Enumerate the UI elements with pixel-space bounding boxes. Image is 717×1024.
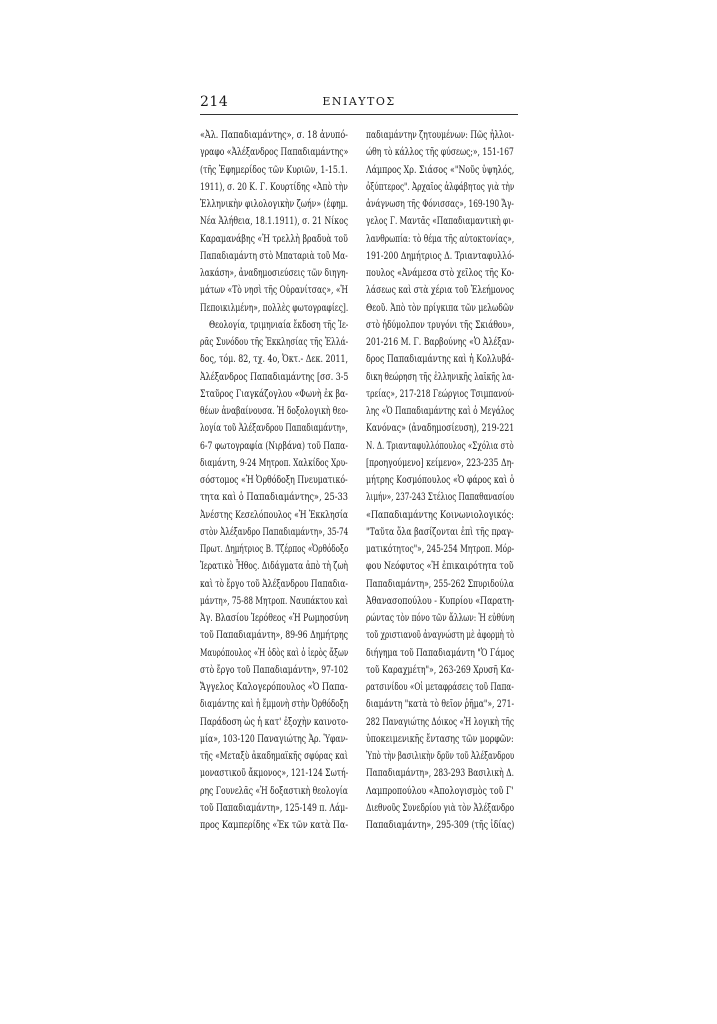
text-line: «Ἀλ. Παπαδιαμάντης», σ. 18 ἀνυπό- (200, 130, 348, 141)
text-line: διαμάντη, 9-24 Μητροπ. Χαλκίδος Χρυ- (200, 457, 348, 469)
text-line: λογία τοῦ Ἀλέξανδρου Παπαδιαμάντη», (200, 423, 348, 435)
text-line: Παπαδιαμάντη», 295-309 (τῆς ἰδίας) (366, 820, 514, 831)
text-line: στὸ ἠδύμολπον τρυγόνι τῆς Σκιάθου», (366, 319, 514, 331)
text-line: "Ταῦτα ὅλα βασίζονται ἐπὶ τῆς πραγ- (366, 526, 514, 538)
text-line: μοναστικοῦ ἄκμονος», 121-124 Σωτή- (200, 768, 348, 780)
text-line: Πρωτ. Δημήτριος Β. Τζέρπος «Ὀρθόδοξο (200, 544, 348, 555)
text-line: λιμήν», 237-243 Στέλιος Παπαθανασίου (366, 492, 514, 504)
text-line: σόστομος «Ἡ Ὀρθόδοξη Πνευματικό- (200, 475, 348, 486)
text-line: μία», 103-120 Παναγιώτης Ἀρ. Ὑφαν- (200, 733, 348, 745)
text-line: λης «Ὁ Παπαδιαμάντης καὶ ὁ Μεγάλος (366, 406, 514, 417)
text-line: μάντη», 75-88 Μητροπ. Ναυπάκτου καὶ (200, 595, 348, 607)
text-line: Ἄγγελος Καλογερόπουλος «Ὁ Παπα- (200, 682, 348, 693)
text-line: μήτρης Κοσμόπουλος «Ὁ φάρος καὶ ὁ (366, 475, 514, 486)
text-column-left (200, 127, 348, 834)
text-line: δρος Παπαδιαμάντης καὶ ἡ Κολλυβά- (366, 354, 514, 366)
text-line: παδιαμάντην ζητουμένων: Πῶς ἠλλοι- (366, 130, 514, 141)
text-line: ώθη τὸ κάλλος τῆς φύσεως;», 151-167 (366, 147, 514, 159)
text-line: τοῦ Παπαδιαμάντη», 125-149 π. Λάμ- (200, 802, 348, 814)
text-line: ὑποκειμενικῆς ἔντασης τῶν μορφῶν: (366, 733, 514, 745)
text-line: ρώντας τὸν πόνο τῶν ἄλλων: Ἡ εὐθύνη (366, 613, 514, 624)
text-line: Παπαδιαμάντη στὸ Μπαταριὰ τοῦ Μα- (200, 250, 348, 262)
text-line: [προηγούμενο] κείμενο», 223-235 Δη- (366, 457, 514, 469)
text-line: Ἀλέξανδρος Παπαδιαμάντης [σσ. 3-5 (200, 371, 348, 383)
text-line: Θεοῦ. Ἀπὸ τὸν πρίγκιπα τῶν μελωδῶν (366, 302, 514, 314)
text-line: Παπαδιαμάντη», 283-293 Βασιλικὴ Δ. (366, 768, 514, 780)
text-line: τοῦ Καραχμέτη"», 263-269 Χρυσῆ Κα- (366, 664, 514, 676)
text-line: Ἁγ. Βλασίου Ἱερόθεος «Ἡ Ρωμηοσύνη (200, 613, 348, 624)
text-line: Ν. Δ. Τριανταφυλλόπουλος «Σχόλια στὸ (366, 440, 514, 452)
text-line: καὶ τὸ ἔργο τοῦ Ἀλέξανδρου Παπαδια- (200, 578, 348, 590)
text-line: 282 Παναγιώτης Δόικος «Ἡ λογικὴ τῆς (366, 716, 514, 728)
text-line: Καραμανάβης «Ἡ τρελλὴ βραδυὰ τοῦ (200, 233, 348, 245)
text-line: λάσεως καὶ στὰ χέρια τοῦ Ἐλεήμονος (366, 285, 514, 297)
text-line: (τῆς Ἐφημερίδος τῶν Κυριῶν, 1-15.1. (200, 164, 348, 176)
text-line: πουλος «Ἀνάμεσα στὸ χεῖλος τῆς Κο- (366, 268, 514, 279)
text-line: τρείας», 217-218 Γεώργιος Τσιμπανού- (366, 388, 514, 400)
running-title: ΕΝΙΑΥΤΟΣ (322, 95, 396, 108)
text-line: διήγημα τοῦ Παπαδιαμάντη "Ὁ Γάμος (366, 647, 514, 659)
text-line: ρᾶς Συνόδου τῆς Ἐκκλησίας τῆς Ἑλλά- (200, 337, 348, 348)
text-line: δος, τόμ. 82, τχ. 4ο, Ὀκτ.- Δεκ. 2011, (200, 354, 348, 366)
text-line: 1911), σ. 20 Κ. Γ. Κουρτίδης «Ἀπὸ τὴν (200, 181, 348, 193)
text-line: τοῦ χριστιανοῦ ἀναγνώστη μὲ ἀφορμὴ τὸ (366, 630, 514, 642)
text-line: δικη θεώρηση τῆς ἑλληνικῆς λαϊκῆς λα- (366, 371, 514, 383)
text-line: στὸ ἔργο τοῦ Παπαδιαμάντη», 97-102 (200, 664, 348, 676)
text-line: τῆς «Μεταξὺ ἀκαδημαϊκῆς σφύρας καὶ (200, 751, 348, 762)
text-line: Νέα Ἀλήθεια, 18.1.1911), σ. 21 Νίκος (200, 216, 348, 228)
text-line: 191-200 Δημήτριος Δ. Τριανταφυλλό- (366, 250, 514, 262)
text-line: Θεολογία, τριμηνιαία ἔκδοση τῆς Ἱε- (209, 319, 348, 331)
text-line: ὀξύπτερος". Ἀρχαῖος ἀλφάβητος γιὰ τὴν (366, 181, 514, 193)
text-line: γελος Γ. Μαντᾶς «Παπαδιαμαντικὴ φι- (366, 216, 514, 228)
text-line: Ἀνέστης Κεσελόπουλος «Ἡ Ἐκκλησία (200, 509, 348, 521)
text-line: φου Νεόφυτος «Ἡ ἐπικαιρότητα τοῦ (366, 561, 514, 573)
text-line: Σταῦρος Γιαγκάζογλου «Φωνὴ ἐκ βα- (200, 388, 348, 400)
text-line: λακάση», ἀναδημοσιεύσεις τῶν διηγη- (200, 268, 348, 279)
header-rule (200, 114, 518, 115)
text-line: ματικότητος"», 245-254 Μητροπ. Μόρ- (366, 544, 514, 555)
text-line: ρατσινίδου «Οἱ μεταφράσεις τοῦ Παπα- (366, 682, 514, 693)
text-line: διαμάντης καὶ ἡ ἔμμονὴ στὴν Ὀρθόδοξη (200, 699, 348, 711)
text-line: 201-216 Μ. Γ. Βαρβούνης «Ὁ Ἀλέξαν- (366, 337, 514, 348)
text-line: 6-7 φωτογραφία (Νιρβάνα) τοῦ Παπα- (200, 440, 348, 452)
text-line: στὸν Ἀλέξανδρο Παπαδιαμάντη», 35-74 (200, 526, 348, 538)
text-line: ρης Γουνελᾶς «Ἡ δοξαστικὴ θεολογία (200, 785, 348, 797)
text-line: Λάμπρος Χρ. Σιάσος «"Νοῦς ὑψηλός, (366, 164, 514, 176)
text-line: τοῦ Παπαδιαμάντη», 89-96 Δημήτρης (200, 630, 348, 642)
text-column-right (366, 127, 514, 834)
text-line: «Παπαδιαμάντης Κοινωνιολογικός: (366, 509, 514, 521)
text-line: Κανόνας» (ἀναδημοσίευση), 219-221 (366, 423, 514, 435)
running-header (200, 94, 518, 114)
text-line: Διεθνοῦς Συνεδρίου γιὰ τὸν Ἀλέξανδρο (366, 802, 514, 814)
text-line: Παράδοση ὡς ἡ κατ' ἐξοχὴν καινοτο- (200, 716, 348, 728)
text-line: Παπαδιαμάντη», 255-262 Σπυριδούλα (366, 578, 514, 590)
text-line: λανθρωπία: τὸ θέμα τῆς αὐτοκτονίας», (366, 233, 514, 245)
text-line: διαμάντη "κατὰ τὸ θεῖον ῥῆμα"», 271- (366, 699, 514, 711)
text-line: τητα καὶ ὁ Παπαδιαμάντης», 25-33 (200, 492, 348, 504)
text-line: ἀνάγνωση τῆς Φόνισσας», 169-190 Ἄγ- (366, 199, 514, 210)
text-line: μάτων «Τὸ νησὶ τῆς Οὐρανίτσας», «Ἡ (200, 285, 348, 297)
text-line: Ἀθανασοπούλου - Κυπρίου «Παρατη- (366, 595, 514, 607)
text-line: προς Καμπερίδης «Ἐκ τῶν κατὰ Πα- (200, 820, 348, 831)
text-line: θέων ἀναβαίνουσα. Ἡ δοξολογικὴ θεο- (200, 406, 348, 417)
text-line: γραφο «Ἀλέξανδρος Παπαδιαμάντης» (200, 147, 348, 159)
text-line: Ἑλληνικὴν φιλολογικὴν ζωήν» (ἐφημ. (200, 199, 348, 210)
text-line: Λαμπροπούλου «Ἀπολογισμὸς τοῦ Γ' (366, 785, 514, 797)
text-line: Ἱερατικὸ Ἦθος. Διδάγματα ἀπὸ τὴ ζωὴ (200, 561, 348, 573)
text-line: Ὑπὸ τὴν βασιλικὴν δρῦν τοῦ Ἀλέξανδρου (366, 751, 514, 762)
text-line: Πεποικιλμένη», πολλὲς φωτογραφίες]. (200, 302, 348, 314)
text-line: Μαυρόπουλος «Ἡ ὁδὸς καὶ ὁ ἱερὸς ἄξων (200, 647, 348, 659)
page-number: 214 (200, 94, 229, 110)
